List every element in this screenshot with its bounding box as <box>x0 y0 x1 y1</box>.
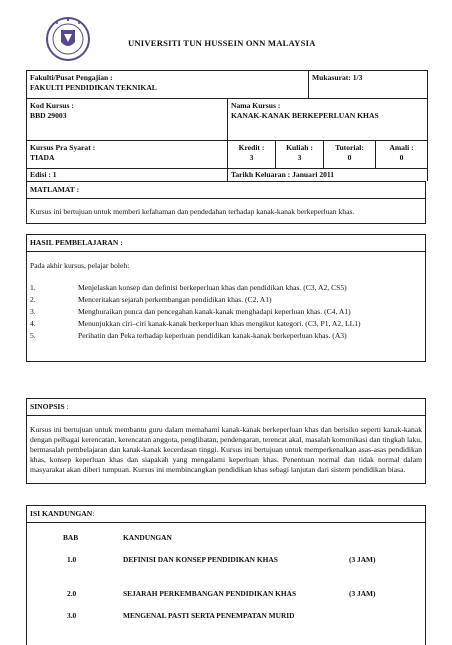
table-row <box>63 589 425 599</box>
item-number: 5. <box>30 331 36 340</box>
hasil-section <box>26 234 426 362</box>
university-title: UNIVERSITI TUN HUSSEIN ONN MALAYSIA <box>128 38 316 48</box>
list-item <box>30 307 422 317</box>
kredit-cell <box>227 141 275 168</box>
sinopsis-colon: : <box>64 402 69 411</box>
chapter-hours: (3 JAM) <box>349 555 376 564</box>
bab-number: 3.0 <box>67 611 77 620</box>
isi-colon: : <box>92 509 95 518</box>
chapter-title: MENGENAL PASTI SERTA PENEMPATAN MURID <box>123 611 295 620</box>
faculty-cell <box>27 71 308 98</box>
content-header-row <box>63 533 425 543</box>
bab-number: 1.0 <box>67 555 77 564</box>
course-code-cell <box>27 99 227 140</box>
isi-heading <box>27 505 425 523</box>
faculty-label: Fakulti/Pusat Pengajian : <box>30 73 113 82</box>
page-number: Mukasurat: 1/3 <box>308 71 427 98</box>
course-name-value: KANAK-KANAK BERKEPERLUAN KHAS <box>231 111 379 120</box>
item-text: Menceritakan sejarah perkembangan pendidikan khas. (C2, A1) <box>78 295 272 304</box>
hasil-body <box>27 252 425 361</box>
table-row <box>63 555 425 565</box>
kredit-label: Kredit : <box>238 143 265 152</box>
amali-value: 0 <box>399 153 404 162</box>
item-number: 1. <box>30 283 36 292</box>
release-date: Tarikh Keluaran : Januari 2011 <box>227 169 427 181</box>
sinopsis-text: Kursus ini bertujuan untuk membantu guru dalam memahami kanak-kanak berkeperluan khas dan berisiko seperti kanak-kanak dengan pelbagai kerencatan, kerencatan anggota, penglihatan, pendengaran, terencat akal, masalah komunikasi dan tingkah laku, bermasalah pembelajaran dan kanak-kanak kecerdasan tinggi. Kursus ini bertujuan untuk memperkenalkan asas-asas pendidikan khas, konsep keperluan khas dan siapakah yang mengalami keperluan khas. Penentuan normal dan tidak normal dalam masyarakat akan diberi tumpuan. Kursus ini membincangkan pendidikan khas sebagi lanjutan dari sistem pendidikan biasa. <box>30 425 422 474</box>
list-item <box>30 283 422 293</box>
course-info-table <box>26 70 428 181</box>
isi-kandungan-section <box>26 505 426 645</box>
item-text: Perihatin dan Peka terhadap keperluan pendidikan kanak-kanak berkeperluan khas. (A3) <box>78 331 347 340</box>
amali-label: Amali : <box>389 143 414 152</box>
faculty-value: FAKULTI PENDIDIKAN TEKNIKAL <box>30 83 157 92</box>
item-text: Menghuraikan punca dan pencegahan kanak-kanak menghadapi keperluan khas. (C4, A1) <box>78 307 351 316</box>
course-name-label: Nama Kursus : <box>231 101 281 110</box>
tutorial-label: Tutorial: <box>335 143 364 152</box>
bab-header: BAB <box>63 533 79 542</box>
kuliah-label: Kuliah : <box>286 143 313 152</box>
chapter-hours: (3 JAM) <box>349 589 376 598</box>
hasil-intro: Pada akhir kursus, pelajar boleh: <box>30 261 130 270</box>
matlamat-heading: MATLAMAT : <box>27 181 425 199</box>
course-code-value: BBD 29003 <box>30 111 67 120</box>
content-table <box>27 523 425 621</box>
prerequisite-value: TIADA <box>30 153 55 162</box>
sinopsis-heading <box>27 398 425 416</box>
amali-cell <box>375 141 427 168</box>
matlamat-text: Kursus ini bertujuan untuk memberi kefahaman dan pendedahan terhadap kanak-kanak berkeperluan khas. <box>30 207 355 216</box>
kandungan-header: KANDUNGAN <box>123 533 172 542</box>
table-row <box>63 611 425 621</box>
sinopsis-section <box>26 398 426 484</box>
kuliah-value: 3 <box>297 153 302 162</box>
item-number: 3. <box>30 307 36 316</box>
course-code-label: Kod Kursus : <box>30 101 74 110</box>
list-item <box>30 295 422 305</box>
item-number: 4. <box>30 319 36 328</box>
kuliah-cell <box>275 141 323 168</box>
university-crest-logo <box>45 16 91 62</box>
chapter-title: DEFINISI DAN KONSEP PENDIDIKAN KHAS <box>123 555 278 564</box>
edition: Edisi : 1 <box>30 170 57 179</box>
item-number: 2. <box>30 295 36 304</box>
bab-number: 2.0 <box>67 589 77 598</box>
isi-title: ISI KANDUNGAN <box>30 509 93 518</box>
sinopsis-title: SINOPSIS <box>30 402 65 411</box>
prerequisite-cell <box>27 141 227 168</box>
kredit-value: 3 <box>249 153 254 162</box>
matlamat-section <box>26 181 426 224</box>
tutorial-cell <box>323 141 375 168</box>
prerequisite-label: Kursus Pra Syarat : <box>30 143 96 152</box>
list-item <box>30 331 422 341</box>
list-item <box>30 319 422 329</box>
hasil-heading: HASIL PEMBELAJARAN : <box>27 234 425 252</box>
item-text: Menunjukkan ciri–ciri kanak-kanak berkeperluan khas mengikut kategori. (C3, P1, A2, LL1) <box>78 319 361 328</box>
tutorial-value: 0 <box>347 153 352 162</box>
course-name-cell <box>227 99 427 140</box>
chapter-title: SEJARAH PERKEMBANGAN PENDIDIKAN KHAS <box>123 589 297 598</box>
item-text: Menjelaskan konsep dan definisi berkeperluan khas dan pendidikan khas. (C3, A2, CS5) <box>78 283 347 292</box>
